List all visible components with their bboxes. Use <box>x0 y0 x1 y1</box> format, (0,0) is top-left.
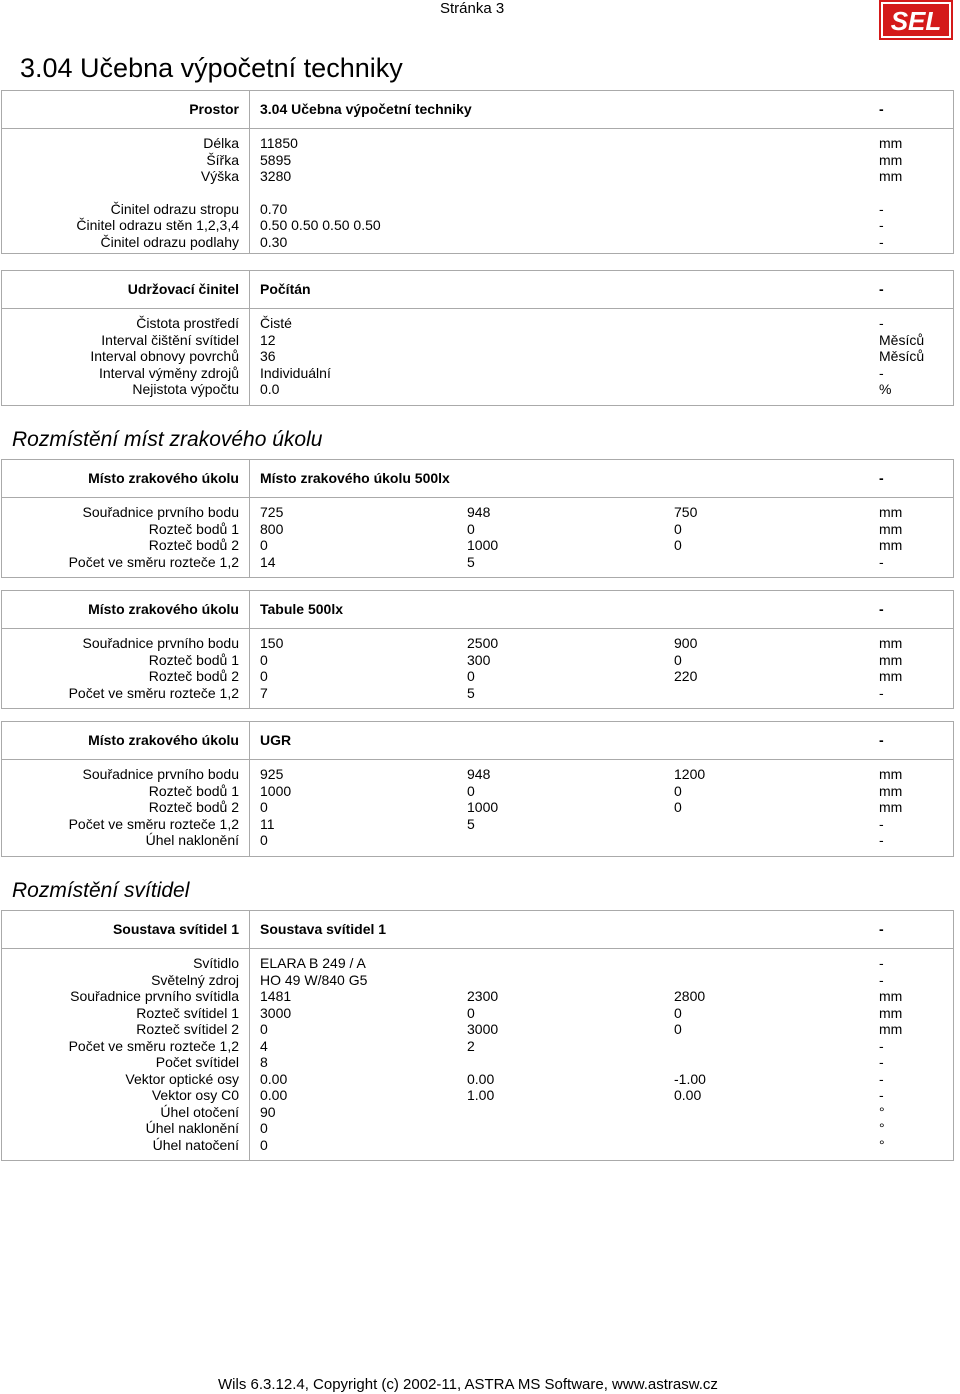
value-cell: 300 <box>467 651 491 668</box>
data-row <box>2 1071 953 1088</box>
row-label: Čistota prostředí <box>136 315 239 331</box>
unit-cell: ° <box>879 1120 885 1136</box>
data-row <box>2 685 953 702</box>
unit-cell: ° <box>879 1103 885 1120</box>
value-cell: 0.70 <box>260 200 288 217</box>
footer-copyright: Wils 6.3.12.4, Copyright (c) 2002-11, ASTRA MS Software, www.astrasw.cz <box>218 1376 718 1393</box>
value-cell: Čisté <box>260 315 292 331</box>
row-label: Rozteč bodů 1 <box>148 520 239 537</box>
row-group <box>2 504 953 570</box>
value-cell: 948 <box>467 504 491 520</box>
unit-cell: - <box>879 955 884 971</box>
header-label: Prostor <box>189 101 239 117</box>
value-cell: 5895 <box>260 151 292 168</box>
row-label: Souřadnice prvního bodu <box>82 766 239 782</box>
row-label: Rozteč bodů 2 <box>148 799 239 815</box>
row-label: Činitel odrazu stropu <box>110 200 239 217</box>
row-label: Počet ve směru rozteče 1,2 <box>68 684 239 701</box>
block-body <box>2 760 953 853</box>
header-label: Místo zrakového úkolu <box>88 601 239 617</box>
value-cell: 0 <box>674 799 682 815</box>
data-row <box>2 537 953 554</box>
header-label: Místo zrakového úkolu <box>88 732 239 748</box>
row-label: Počet ve směru rozteče 1,2 <box>68 1037 239 1054</box>
data-row <box>2 1120 953 1137</box>
unit-cell: mm <box>879 988 903 1004</box>
luminaire-block <box>1 910 954 1161</box>
unit-cell: - <box>879 971 884 988</box>
row-label: Rozteč bodů 2 <box>148 537 239 553</box>
section-title-tasks: Rozmístění míst zrakového úkolu <box>12 428 323 451</box>
value-cell: 0.30 <box>260 233 288 250</box>
value-cell: -1.00 <box>674 1070 706 1087</box>
header-value: Místo zrakového úkolu 500lx <box>260 470 450 486</box>
value-cell: 5 <box>467 815 475 832</box>
row-label: Souřadnice prvního bodu <box>82 504 239 520</box>
data-row <box>2 799 953 816</box>
value-cell: 14 <box>260 553 276 570</box>
row-label: Činitel odrazu podlahy <box>100 233 239 250</box>
value-cell: 0.50 0.50 0.50 0.50 <box>260 217 381 233</box>
header-label: Udržovací činitel <box>127 281 239 297</box>
value-cell: 750 <box>674 504 698 520</box>
value-cell: 11 <box>260 815 275 832</box>
value-cell: Individuální <box>260 364 331 381</box>
header-unit: - <box>879 921 884 937</box>
value-cell: 0 <box>674 1021 682 1037</box>
data-row <box>2 1104 953 1121</box>
header-value: UGR <box>260 732 292 748</box>
block-header <box>2 722 953 760</box>
unit-cell: - <box>879 684 884 701</box>
data-row <box>2 554 953 571</box>
value-cell: 0 <box>674 782 682 799</box>
data-row <box>2 315 953 332</box>
value-cell: 0 <box>260 1136 268 1153</box>
value-cell: 0 <box>467 1004 475 1021</box>
header-label: Místo zrakového úkolu <box>88 470 239 486</box>
value-cell: 90 <box>260 1103 276 1120</box>
task-block-1 <box>1 459 954 578</box>
unit-cell: mm <box>879 1004 903 1021</box>
row-label: Úhel natočení <box>152 1136 239 1153</box>
data-row <box>2 217 953 234</box>
value-cell: 925 <box>260 766 284 782</box>
value-cell: 150 <box>260 635 284 651</box>
unit-cell: - <box>879 364 884 381</box>
value-cell: 1000 <box>260 782 292 799</box>
data-row <box>2 135 953 152</box>
row-label: Délka <box>203 135 239 151</box>
unit-cell: mm <box>879 504 903 520</box>
unit-cell: mm <box>879 520 903 537</box>
data-row <box>2 1087 953 1104</box>
row-group <box>2 201 953 251</box>
unit-cell: - <box>879 200 884 217</box>
page-number: Stránka 3 <box>440 0 505 17</box>
data-row <box>2 348 953 365</box>
block-body <box>2 949 953 1157</box>
header-unit: - <box>879 470 884 486</box>
row-label: Výška <box>200 168 239 184</box>
row-label: Počet ve směru rozteče 1,2 <box>68 553 239 570</box>
unit-cell: - <box>879 815 884 832</box>
value-cell: 0 <box>674 651 682 668</box>
value-cell: 3280 <box>260 168 292 184</box>
row-label: Interval obnovy povrchů <box>90 348 239 364</box>
unit-cell: mm <box>879 135 903 151</box>
value-cell: 0 <box>467 782 475 799</box>
task-block-2 <box>1 590 954 709</box>
data-row <box>2 988 953 1005</box>
block-body <box>2 309 953 402</box>
data-row <box>2 783 953 800</box>
value-cell: 0 <box>674 537 682 553</box>
header-label: Soustava svítidel 1 <box>112 921 239 937</box>
value-cell: 0 <box>260 651 268 668</box>
row-label: Souřadnice prvního svítidla <box>70 988 239 1004</box>
value-cell: 0 <box>260 1120 268 1136</box>
block-header <box>2 271 953 309</box>
unit-cell: mm <box>879 651 903 668</box>
data-row <box>2 955 953 972</box>
block-body <box>2 498 953 574</box>
row-label: Nejistota výpočtu <box>132 381 239 397</box>
row-group <box>2 315 953 398</box>
value-cell: 11850 <box>260 135 298 151</box>
row-label: Úhel naklonění <box>145 1120 239 1136</box>
value-cell: HO 49 W/840 G5 <box>260 971 368 988</box>
value-cell: 1000 <box>467 537 499 553</box>
data-row <box>2 1054 953 1071</box>
unit-cell: ° <box>879 1136 885 1153</box>
value-cell: 0.0 <box>260 381 280 397</box>
row-label: Úhel naklonění <box>145 832 239 848</box>
data-row <box>2 832 953 849</box>
row-label: Činitel odrazu stěn 1,2,3,4 <box>76 217 239 233</box>
value-cell: 0 <box>467 520 475 537</box>
data-row <box>2 635 953 652</box>
header-unit: - <box>879 732 884 748</box>
value-cell: 1.00 <box>467 1087 495 1103</box>
row-label: Interval čištění svítidel <box>101 331 239 348</box>
value-cell: 0 <box>674 520 682 537</box>
unit-cell: - <box>879 233 884 250</box>
value-cell: 0 <box>260 668 268 684</box>
maintenance-block <box>1 270 954 406</box>
value-cell: 0 <box>260 1021 268 1037</box>
row-label: Vektor optické osy <box>125 1070 239 1087</box>
row-label: Rozteč bodů 1 <box>148 782 239 799</box>
unit-cell: - <box>879 315 884 331</box>
section-title-luminaires: Rozmístění svítidel <box>12 879 190 902</box>
room-block <box>1 90 954 254</box>
unit-cell: mm <box>879 782 903 799</box>
value-cell: 0.00 <box>467 1070 495 1087</box>
unit-cell: - <box>879 832 884 848</box>
header-value: Soustava svítidel 1 <box>260 921 387 937</box>
data-row <box>2 766 953 783</box>
value-cell: 8 <box>260 1054 268 1070</box>
header-value: 3.04 Učebna výpočetní techniky <box>260 101 472 117</box>
row-label: Rozteč bodů 2 <box>148 668 239 684</box>
row-label: Počet svítidel <box>155 1054 239 1070</box>
block-header <box>2 91 953 129</box>
unit-cell: - <box>879 1054 884 1070</box>
value-cell: 7 <box>260 684 268 701</box>
logo-text: SEL <box>890 6 942 36</box>
data-row <box>2 504 953 521</box>
row-label: Počet ve směru rozteče 1,2 <box>68 815 239 832</box>
value-cell: 0.00 <box>674 1087 702 1103</box>
value-cell: 3000 <box>260 1004 292 1021</box>
block-body <box>2 629 953 705</box>
row-label: Úhel otočení <box>160 1103 239 1120</box>
value-cell: 0.00 <box>260 1070 288 1087</box>
value-cell: 1481 <box>260 988 292 1004</box>
row-label: Rozteč bodů 1 <box>148 651 239 668</box>
data-row <box>2 332 953 349</box>
company-logo <box>879 0 953 40</box>
row-group <box>2 955 953 1153</box>
value-cell: 948 <box>467 766 491 782</box>
value-cell: 1000 <box>467 799 499 815</box>
data-row <box>2 972 953 989</box>
row-label: Rozteč svítidel 2 <box>136 1021 239 1037</box>
unit-cell: mm <box>879 635 903 651</box>
page-title: 3.04 Učebna výpočetní techniky <box>20 53 403 83</box>
value-cell: 3000 <box>467 1021 499 1037</box>
header-value: Tabule 500lx <box>260 601 344 617</box>
value-cell: 5 <box>467 553 475 570</box>
unit-cell: - <box>879 553 884 570</box>
data-row <box>2 234 953 251</box>
value-cell: 5 <box>467 684 475 701</box>
value-cell: 0 <box>260 799 268 815</box>
row-label: Souřadnice prvního bodu <box>82 635 239 651</box>
data-row <box>2 816 953 833</box>
unit-cell: mm <box>879 668 903 684</box>
value-cell: 220 <box>674 668 698 684</box>
header-unit: - <box>879 601 884 617</box>
value-cell: 12 <box>260 331 276 348</box>
data-row <box>2 365 953 382</box>
value-cell: 900 <box>674 635 698 651</box>
unit-cell: Měsíců <box>879 348 925 364</box>
unit-cell: mm <box>879 799 903 815</box>
value-cell: 1200 <box>674 766 706 782</box>
data-row <box>2 1137 953 1154</box>
data-row <box>2 668 953 685</box>
data-row <box>2 152 953 169</box>
unit-cell: - <box>879 217 884 233</box>
row-group <box>2 635 953 701</box>
row-label: Světelný zdroj <box>151 971 239 988</box>
value-cell: 2800 <box>674 988 706 1004</box>
value-cell: 2500 <box>467 635 499 651</box>
data-row <box>2 1038 953 1055</box>
unit-cell: - <box>879 1070 884 1087</box>
unit-cell: mm <box>879 766 903 782</box>
value-cell: 2 <box>467 1037 475 1054</box>
header-unit: - <box>879 101 884 117</box>
value-cell: 0 <box>260 537 268 553</box>
data-row <box>2 381 953 398</box>
value-cell: 4 <box>260 1037 268 1054</box>
block-header <box>2 911 953 949</box>
value-cell: 0.00 <box>260 1087 288 1103</box>
value-cell: 2300 <box>467 988 499 1004</box>
unit-cell: mm <box>879 168 903 184</box>
row-label: Vektor osy C0 <box>151 1087 239 1103</box>
value-cell: 0 <box>260 832 268 848</box>
row-label: Svítidlo <box>193 955 239 971</box>
data-row <box>2 168 953 185</box>
value-cell: ELARA B 249 / A <box>260 955 366 971</box>
header-value: Počítán <box>260 281 311 297</box>
value-cell: 0 <box>674 1004 682 1021</box>
block-header <box>2 460 953 498</box>
unit-cell: Měsíců <box>879 331 925 348</box>
unit-cell: - <box>879 1037 884 1054</box>
unit-cell: % <box>879 381 892 397</box>
data-row <box>2 1021 953 1038</box>
unit-cell: mm <box>879 1021 903 1037</box>
row-label: Interval výměny zdrojů <box>98 364 239 381</box>
header-unit: - <box>879 281 884 297</box>
value-cell: 725 <box>260 504 284 520</box>
row-label: Rozteč svítidel 1 <box>136 1004 239 1021</box>
unit-cell: - <box>879 1087 884 1103</box>
value-cell: 0 <box>467 668 475 684</box>
data-row <box>2 521 953 538</box>
data-row <box>2 652 953 669</box>
value-cell: 800 <box>260 520 284 537</box>
block-header <box>2 591 953 629</box>
block-body <box>2 129 953 254</box>
value-cell: 36 <box>260 348 276 364</box>
task-block-3 <box>1 721 954 857</box>
data-row <box>2 201 953 218</box>
unit-cell: mm <box>879 151 903 168</box>
row-label: Šířka <box>206 151 239 168</box>
row-group <box>2 766 953 849</box>
row-group <box>2 135 953 185</box>
unit-cell: mm <box>879 537 903 553</box>
data-row <box>2 1005 953 1022</box>
